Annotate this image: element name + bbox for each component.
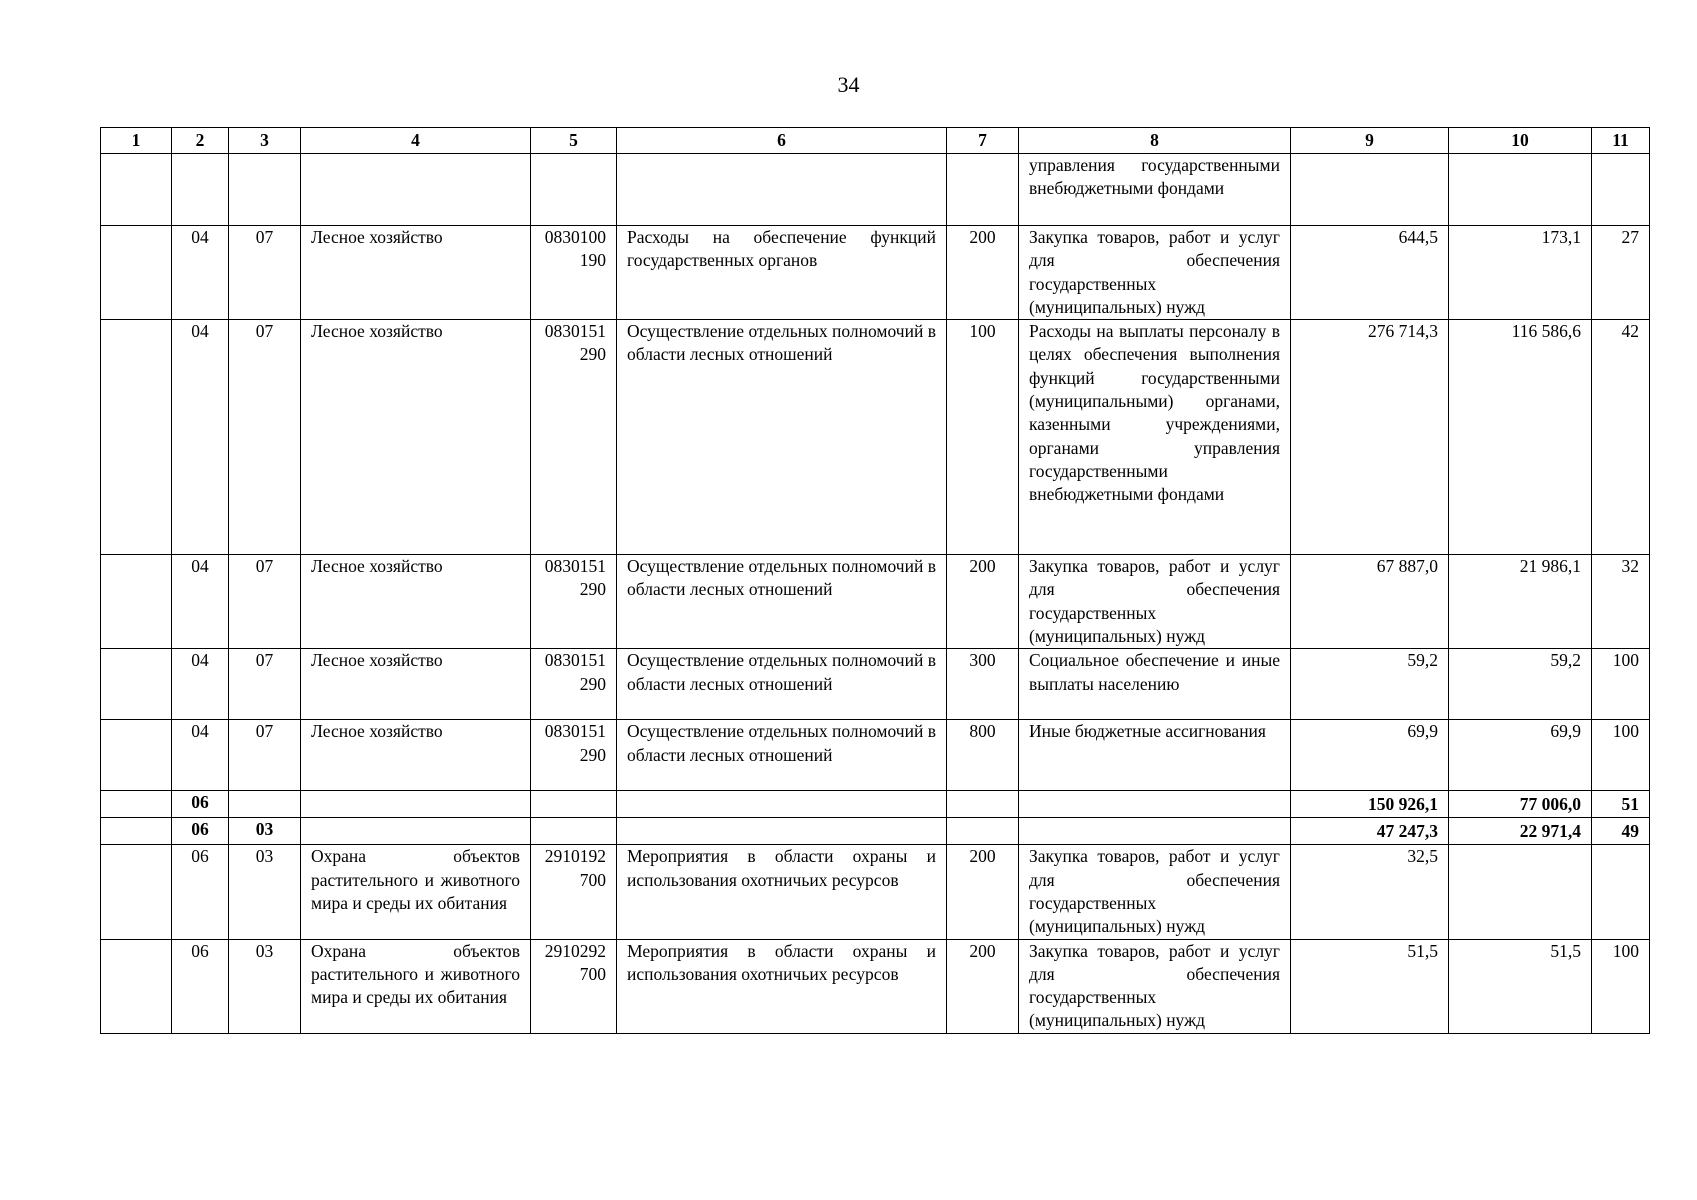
cell: 51	[1592, 791, 1650, 818]
cell: 2910292700	[531, 939, 617, 1033]
cell: Осуществление отдельных полномочий в области лесных отношений	[617, 720, 947, 791]
cell	[101, 720, 172, 791]
cell	[101, 226, 172, 320]
cell: 2910192700	[531, 845, 617, 939]
cell	[531, 154, 617, 226]
table-row	[101, 320, 1650, 555]
cell: 03	[229, 939, 301, 1033]
cell: Закупка товаров, работ и услуг для обеспечения государственных (муниципальных) нужд	[1019, 555, 1291, 649]
subtotal-row	[101, 818, 1650, 845]
cell: 200	[947, 555, 1019, 649]
cell	[617, 818, 947, 845]
cell: 04	[172, 555, 229, 649]
column-header: 11	[1592, 128, 1650, 154]
cell: 22 971,4	[1449, 818, 1592, 845]
cell	[229, 791, 301, 818]
cell: 32	[1592, 555, 1650, 649]
cell: 03	[229, 818, 301, 845]
cell: 47 247,3	[1291, 818, 1449, 845]
cell	[947, 818, 1019, 845]
cell: Закупка товаров, работ и услуг для обеспечения государственных (муниципальных) нужд	[1019, 226, 1291, 320]
cell: Расходы на выплаты персоналу в целях обеспечения выполнения функций государственными (муниципальными) органами, казенными учреждениями, органами управления государственными внебюджетными фондами	[1019, 320, 1291, 555]
cell	[1449, 154, 1592, 226]
cell: 07	[229, 649, 301, 720]
cell: 27	[1592, 226, 1650, 320]
cell: 173,1	[1449, 226, 1592, 320]
cell	[947, 791, 1019, 818]
cell: 04	[172, 226, 229, 320]
cell	[1019, 818, 1291, 845]
column-header: 10	[1449, 128, 1592, 154]
cell: 200	[947, 845, 1019, 939]
cell: 800	[947, 720, 1019, 791]
cell: 07	[229, 720, 301, 791]
table-row	[101, 154, 1650, 226]
cell: 100	[1592, 720, 1650, 791]
cell	[101, 320, 172, 555]
column-header: 5	[531, 128, 617, 154]
cell	[531, 791, 617, 818]
cell: 200	[947, 226, 1019, 320]
cell: 276 714,3	[1291, 320, 1449, 555]
cell	[617, 791, 947, 818]
cell: Лесное хозяйство	[301, 649, 531, 720]
cell: Лесное хозяйство	[301, 320, 531, 555]
cell	[101, 649, 172, 720]
cell: Закупка товаров, работ и услуг для обеспечения государственных (муниципальных) нужд	[1019, 845, 1291, 939]
cell: Лесное хозяйство	[301, 720, 531, 791]
cell	[101, 555, 172, 649]
cell	[101, 791, 172, 818]
table-row	[101, 555, 1650, 649]
budget-table	[100, 127, 1650, 1034]
cell	[1592, 154, 1650, 226]
cell: 49	[1592, 818, 1650, 845]
cell: Охрана объектов растительного и животного мира и среды их обитания	[301, 845, 531, 939]
cell: Расходы на обеспечение функций государственных органов	[617, 226, 947, 320]
cell: 59,2	[1291, 649, 1449, 720]
cell	[1019, 791, 1291, 818]
cell: 07	[229, 555, 301, 649]
cell: 100	[947, 320, 1019, 555]
cell: 03	[229, 845, 301, 939]
cell: 100	[1592, 939, 1650, 1033]
cell: 04	[172, 720, 229, 791]
cell: 69,9	[1291, 720, 1449, 791]
cell: 06	[172, 845, 229, 939]
cell: 07	[229, 226, 301, 320]
cell: 116 586,6	[1449, 320, 1592, 555]
cell: 67 887,0	[1291, 555, 1449, 649]
cell: 0830151290	[531, 720, 617, 791]
cell	[301, 154, 531, 226]
subtotal-row	[101, 791, 1650, 818]
cell: 06	[172, 818, 229, 845]
cell: 150 926,1	[1291, 791, 1449, 818]
cell	[531, 818, 617, 845]
cell: 04	[172, 320, 229, 555]
cell: 06	[172, 791, 229, 818]
cell: 21 986,1	[1449, 555, 1592, 649]
cell: Закупка товаров, работ и услуг для обеспечения государственных (муниципальных) нужд	[1019, 939, 1291, 1033]
cell	[1592, 845, 1650, 939]
cell: 04	[172, 649, 229, 720]
cell: Мероприятия в области охраны и использования охотничьих ресурсов	[617, 939, 947, 1033]
cell: 0830151290	[531, 555, 617, 649]
cell: 100	[1592, 649, 1650, 720]
cell: 59,2	[1449, 649, 1592, 720]
cell	[301, 791, 531, 818]
column-header: 6	[617, 128, 947, 154]
cell: Социальное обеспечение и иные выплаты населению	[1019, 649, 1291, 720]
column-header: 9	[1291, 128, 1449, 154]
cell	[229, 154, 301, 226]
cell: управления государственными внебюджетными фондами	[1019, 154, 1291, 226]
column-header: 3	[229, 128, 301, 154]
table-row	[101, 845, 1650, 939]
cell: Лесное хозяйство	[301, 555, 531, 649]
cell: 07	[229, 320, 301, 555]
cell	[1291, 154, 1449, 226]
cell: 42	[1592, 320, 1650, 555]
column-header: 8	[1019, 128, 1291, 154]
column-header: 2	[172, 128, 229, 154]
cell: 0830100190	[531, 226, 617, 320]
cell: 51,5	[1449, 939, 1592, 1033]
cell: 51,5	[1291, 939, 1449, 1033]
cell	[172, 154, 229, 226]
table-row	[101, 720, 1650, 791]
cell: 06	[172, 939, 229, 1033]
column-header: 7	[947, 128, 1019, 154]
cell	[101, 845, 172, 939]
cell	[101, 154, 172, 226]
table-row	[101, 939, 1650, 1033]
cell: Охрана объектов растительного и животного мира и среды их обитания	[301, 939, 531, 1033]
cell: 644,5	[1291, 226, 1449, 320]
page-number: 34	[837, 72, 860, 97]
header-row	[101, 128, 1650, 154]
cell: Осуществление отдельных полномочий в области лесных отношений	[617, 649, 947, 720]
cell	[1449, 845, 1592, 939]
cell: Иные бюджетные ассигнования	[1019, 720, 1291, 791]
cell: 32,5	[1291, 845, 1449, 939]
cell: 0830151290	[531, 320, 617, 555]
cell: Мероприятия в области охраны и использования охотничьих ресурсов	[617, 845, 947, 939]
cell: 200	[947, 939, 1019, 1033]
column-header: 4	[301, 128, 531, 154]
cell	[617, 154, 947, 226]
cell: 77 006,0	[1449, 791, 1592, 818]
cell: 300	[947, 649, 1019, 720]
table-row	[101, 226, 1650, 320]
cell: Лесное хозяйство	[301, 226, 531, 320]
cell: Осуществление отдельных полномочий в области лесных отношений	[617, 320, 947, 555]
cell	[947, 154, 1019, 226]
cell: 0830151290	[531, 649, 617, 720]
cell	[101, 818, 172, 845]
cell	[301, 818, 531, 845]
table-row	[101, 649, 1650, 720]
cell: Осуществление отдельных полномочий в области лесных отношений	[617, 555, 947, 649]
cell: 69,9	[1449, 720, 1592, 791]
cell	[101, 939, 172, 1033]
column-header: 1	[101, 128, 172, 154]
